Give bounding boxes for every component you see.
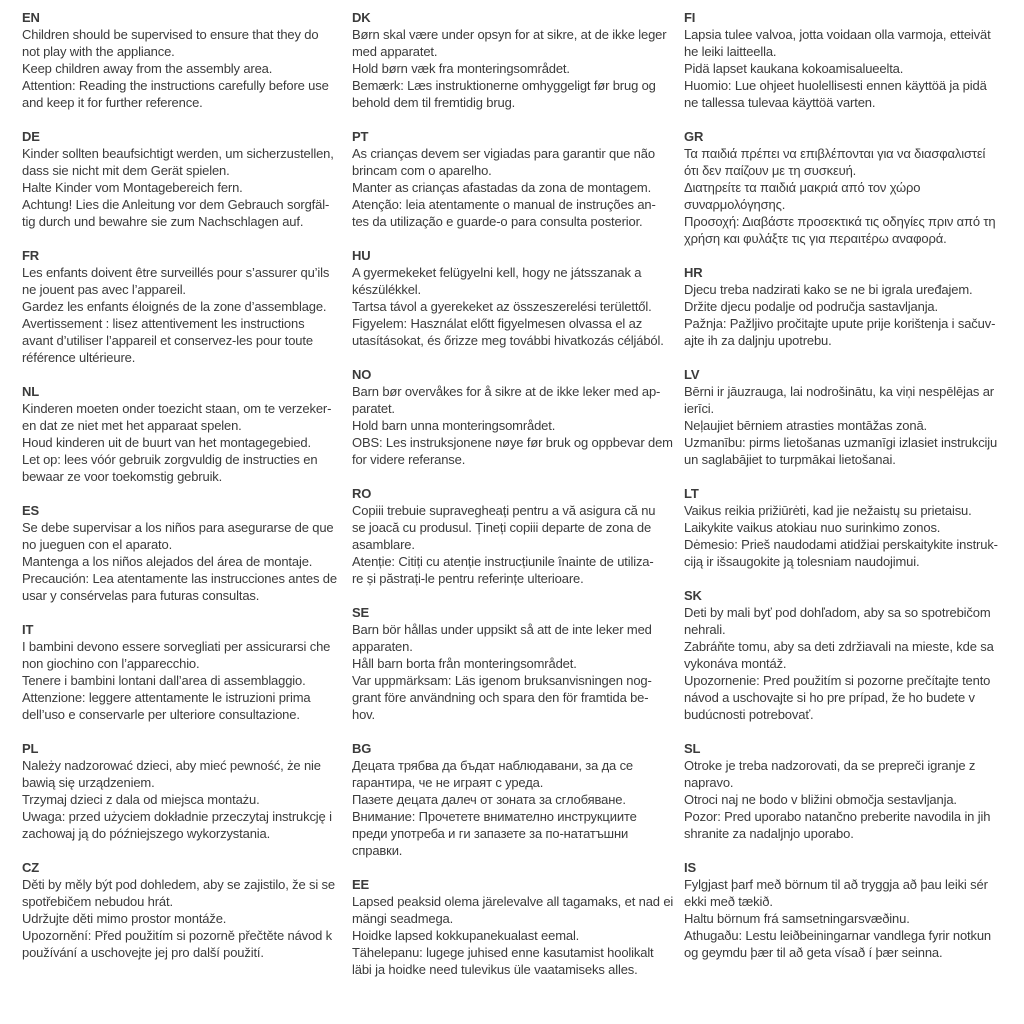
language-section-de	[22, 128, 352, 230]
instruction-line: Mantenga a los niños alejados del área de montaje.	[22, 554, 313, 569]
instruction-line: Manter as crianças afastadas da zona de montagem.	[352, 180, 652, 195]
instruction-line: Lapsed peaksid olema järelevalve all tagamaks, et nad ei	[352, 894, 674, 909]
language-code: IT	[22, 622, 34, 637]
instruction-line: re și păstrați-le pentru referințe ulterioare.	[352, 571, 584, 586]
language-section-es	[22, 502, 352, 604]
language-code: RO	[352, 486, 372, 501]
instruction-line: brincam com o aparelho.	[352, 163, 492, 178]
language-code: FI	[684, 10, 696, 25]
instruction-line: Hold barn unna monteringsområdet.	[352, 418, 556, 433]
language-section-it	[22, 621, 352, 723]
instruction-line: ότι δεν παίζουν με τη συσκευή.	[684, 163, 857, 178]
instruction-line: se joacă cu produsul. Țineți copiii departe de zona de	[352, 520, 652, 535]
instruction-line: συναρμολόγησης.	[684, 197, 786, 212]
instruction-line: Se debe supervisar a los niños para asegurarse de que	[22, 520, 334, 535]
instruction-line: Hold børn væk fra monteringsområdet.	[352, 61, 570, 76]
instruction-line: bewaar ze voor toekomstig gebruik.	[22, 469, 223, 484]
instruction-line: usar y consérvelas para futuras consultas.	[22, 588, 260, 603]
instruction-line: Keep children away from the assembly area.	[22, 61, 273, 76]
instruction-line: Trzymaj dzieci z dala od miejsca montażu.	[22, 792, 260, 807]
language-section-no	[352, 366, 684, 468]
instruction-line: гарантира, че не играят с уреда.	[352, 775, 544, 790]
instruction-line: spotřebičem nebudou hrát.	[22, 894, 173, 909]
instruction-line: Atenção: leia atentamente o manual de instruções an-	[352, 197, 656, 212]
instruction-line: Haltu börnum frá samsetningarsvæðinu.	[684, 911, 910, 926]
instruction-line: Τα παιδιά πρέπει να επιβλέπονται για να διασφαλιστεί	[684, 146, 986, 161]
instruction-line: for videre referanse.	[352, 452, 466, 467]
language-section-sl	[684, 740, 1004, 842]
language-section-lv	[684, 366, 1004, 468]
instruction-line: készülékkel.	[352, 282, 422, 297]
instruction-line: läbi ja hoidke need tulevikus üle vaatamiseks alles.	[352, 962, 638, 977]
language-section-sk	[684, 587, 1004, 723]
language-code: EN	[22, 10, 40, 25]
instruction-line: Należy nadzorować dzieci, aby mieć pewność, że nie	[22, 758, 321, 773]
instruction-line: Let op: lees vóór gebruik zorgvuldig de instructies en	[22, 452, 318, 467]
instruction-line: Attention: Reading the instructions carefully before use	[22, 78, 329, 93]
instruction-line: asamblare.	[352, 537, 415, 552]
instruction-line: Precaución: Lea atentamente las instrucciones antes de	[22, 571, 337, 586]
instruction-line: nehrali.	[684, 622, 726, 637]
instruction-line: ekki með tækið.	[684, 894, 773, 909]
language-section-pl	[22, 740, 352, 842]
language-code: ES	[22, 503, 40, 518]
instruction-line: Προσοχή: Διαβάστε προσεκτικά τις οδηγίες πριν από τη	[684, 214, 996, 229]
instruction-line: Pozor: Pred uporabo natančno preberite navodila in jih	[684, 809, 991, 824]
instruction-line: OBS: Les instruksjonene nøye før bruk og oppbevar dem	[352, 435, 673, 450]
language-code: LT	[684, 486, 699, 501]
instruction-line: Upozornění: Před použitím si pozorně přečtěte návod k	[22, 928, 333, 943]
instruction-line: Attenzione: leggere attentamente le istruzioni prima	[22, 690, 311, 705]
language-section-ee	[352, 876, 684, 978]
instruction-line: Bērni ir jāuzrauga, lai nodrošinātu, ka viņi nespēlējas ar	[684, 384, 994, 399]
language-code: PT	[352, 129, 369, 144]
instruction-line: og geymdu þær til að geta vísað í þær seinna.	[684, 945, 943, 960]
instruction-line: Børn skal være under opsyn for at sikre, at de ikke leger	[352, 27, 667, 42]
instruction-line: Children should be supervised to ensure that they do	[22, 27, 319, 42]
instruction-line: návod a uschovajte si ho pre prípad, že ho budete v	[684, 690, 975, 705]
instruction-line: Les enfants doivent être surveillés pour s’assurer qu’ils	[22, 265, 330, 280]
instruction-line: non giochino con l’apparecchio.	[22, 656, 200, 671]
instruction-line: Barn bör hållas under uppsikt så att de inte leker med	[352, 622, 652, 637]
instruction-line: Tartsa távol a gyerekeket az összeszerelési területtől.	[352, 299, 652, 314]
instruction-line: A gyermekeket felügyelni kell, hogy ne játsszanak a	[352, 265, 642, 280]
instruction-line: Zabráňte tomu, aby sa deti zdržiavali na mieste, kde sa	[684, 639, 994, 654]
instruction-line: Otroke je treba nadzorovati, da se prepreči igranje z	[684, 758, 976, 773]
column-2	[352, 9, 684, 995]
instruction-line: ajte ih za daljnju upotrebu.	[684, 333, 832, 348]
instruction-line: používání a uschovejte jej pro další použití.	[22, 945, 264, 960]
instruction-line: Kinder sollten beaufsichtigt werden, um sicherzustellen,	[22, 146, 334, 161]
instruction-line: Kinderen moeten onder toezicht staan, om te verzeker-	[22, 401, 332, 416]
instruction-line: Achtung! Lies die Anleitung vor dem Gebrauch sorgfäl-	[22, 197, 330, 212]
instruction-line: Copiii trebuie supravegheați pentru a vă asigura că nu	[352, 503, 656, 518]
language-code: DE	[22, 129, 40, 144]
instruction-line: Houd kinderen uit de buurt van het montagegebied.	[22, 435, 311, 450]
instruction-line: Uwaga: przed użyciem dokładnie przeczytaj instrukcję i	[22, 809, 332, 824]
instruction-line: zachowaj ją do późniejszego wykorzystania.	[22, 826, 271, 841]
instruction-line: behold dem til fremtidig brug.	[352, 95, 516, 110]
instruction-line: dell’uso e conservarle per ulteriore consultazione.	[22, 707, 300, 722]
instruction-line: ne tallessa tulevaa käyttöä varten.	[684, 95, 876, 110]
instruction-line: med apparatet.	[352, 44, 438, 59]
instruction-line: Děti by měly být pod dohledem, aby se zajistilo, že si se	[22, 877, 335, 892]
instruction-line: dass sie nicht mit dem Gerät spielen.	[22, 163, 230, 178]
instruction-line: Huomio: Lue ohjeet huolellisesti ennen käyttöä ja pidä	[684, 78, 987, 93]
instruction-line: Децата трябва да бъдат наблюдавани, за да се	[352, 758, 634, 773]
instruction-line: ne jouent pas avec l’appareil.	[22, 282, 186, 297]
instruction-line: Dėmesio: Prieš naudodami atidžiai perskaitykite instruk-	[684, 537, 998, 552]
instruction-line: and keep it for further reference.	[22, 95, 203, 110]
language-section-bg	[352, 740, 684, 859]
language-section-dk	[352, 9, 684, 111]
instruction-line: Držite djecu podalje od područja sastavljanja.	[684, 299, 938, 314]
language-code: PL	[22, 741, 39, 756]
instruction-line: référence ultérieure.	[22, 350, 136, 365]
instruction-line: tes da utilização e guarde-o para consulta posterior.	[352, 214, 643, 229]
instruction-line: Tähelepanu: lugege juhised enne kasutamist hoolikalt	[352, 945, 654, 960]
instruction-line: преди употреба и ги запазете за по-нататъшни	[352, 826, 629, 841]
instruction-line: avant d’utiliser l’appareil et conservez-les pour toute	[22, 333, 313, 348]
language-section-en	[22, 9, 352, 111]
instruction-line: utasításokat, és őrizze meg további hivatkozás céljából.	[352, 333, 664, 348]
instruction-line: not play with the appliance.	[22, 44, 175, 59]
instruction-line: Djecu treba nadzirati kako se ne bi igrala uređajem.	[684, 282, 973, 297]
language-code: SK	[684, 588, 702, 603]
instruction-line: Neļaujiet bērniem atrasties montāžas zonā.	[684, 418, 927, 433]
instruction-line: I bambini devono essere sorvegliati per assicurarsi che	[22, 639, 331, 654]
language-code: BG	[352, 741, 372, 756]
instruction-line: Внимание: Прочетете внимателно инструкциите	[352, 809, 637, 824]
instruction-line: Var uppmärksam: Läs igenom bruksanvisningen nog-	[352, 673, 652, 688]
instruction-line: Otroci naj ne bodo v bližini območja sestavljanja.	[684, 792, 957, 807]
instruction-line: Hoidke lapsed kokkupanekualast eemal.	[352, 928, 580, 943]
language-section-hu	[352, 247, 684, 349]
language-section-ro	[352, 485, 684, 587]
language-code: IS	[684, 860, 696, 875]
language-section-se	[352, 604, 684, 723]
language-section-lt	[684, 485, 1004, 570]
instruction-sheet	[22, 9, 1004, 995]
instruction-line: справки.	[352, 843, 403, 858]
instruction-line: mängi seadmega.	[352, 911, 454, 926]
instruction-line: ierīci.	[684, 401, 715, 416]
instruction-line: Avertissement : lisez attentivement les instructions	[22, 316, 305, 331]
language-section-is	[684, 859, 1004, 961]
language-code: SE	[352, 605, 370, 620]
language-code: NL	[22, 384, 40, 399]
language-code: NO	[352, 367, 372, 382]
instruction-line: Fylgjast þarf með börnum til að tryggja að þau leiki sér	[684, 877, 988, 892]
language-code: DK	[352, 10, 371, 25]
instruction-line: paratet.	[352, 401, 395, 416]
language-section-fr	[22, 247, 352, 366]
language-section-nl	[22, 383, 352, 485]
instruction-line: Пазете децата далеч от зоната за сглобяване.	[352, 792, 626, 807]
instruction-line: Atenție: Citiți cu atenție instrucțiunile înainte de utiliza-	[352, 554, 654, 569]
instruction-line: Διατηρείτε τα παιδιά μακριά από τον χώρο	[684, 180, 921, 195]
instruction-line: grant före användning och spara den för framtida be-	[352, 690, 649, 705]
instruction-line: Figyelem: Használat előtt figyelmesen olvassa el az	[352, 316, 643, 331]
instruction-line: Upozornenie: Pred použitím si pozorne prečítajte tento	[684, 673, 991, 688]
column-3	[684, 9, 1004, 995]
instruction-line: un saglabājiet to turpmākai lietošanai.	[684, 452, 896, 467]
instruction-line: Uzmanību: pirms lietošanas uzmanīgi izlasiet instrukciju	[684, 435, 998, 450]
instruction-line: vykonáva montáž.	[684, 656, 787, 671]
instruction-line: tig durch und bewahre sie zum Nachschlagen auf.	[22, 214, 304, 229]
language-code: HU	[352, 248, 371, 263]
language-section-pt	[352, 128, 684, 230]
language-code: GR	[684, 129, 704, 144]
instruction-line: hov.	[352, 707, 376, 722]
instruction-line: bawią się urządzeniem.	[22, 775, 155, 790]
language-code: SL	[684, 741, 701, 756]
language-section-fi	[684, 9, 1004, 111]
instruction-line: Håll barn borta från monteringsområdet.	[352, 656, 577, 671]
column-1	[22, 9, 352, 995]
instruction-line: Gardez les enfants éloignés de la zone d’assemblage.	[22, 299, 327, 314]
language-code: EE	[352, 877, 370, 892]
instruction-line: Laikykite vaikus atokiau nuo surinkimo zonos.	[684, 520, 941, 535]
instruction-line: χρήση και φυλάξτε τις για περαιτέρω αναφορά.	[684, 231, 947, 246]
language-section-cz	[22, 859, 352, 961]
language-code: HR	[684, 265, 703, 280]
instruction-line: budúcnosti potrebovať.	[684, 707, 814, 722]
instruction-line: As crianças devem ser vigiadas para garantir que não	[352, 146, 655, 161]
instruction-line: Pažnja: Pažljivo pročitajte upute prije korištenja i sačuv-	[684, 316, 996, 331]
instruction-line: shranite za nadaljnjo uporabo.	[684, 826, 854, 841]
instruction-line: apparaten.	[352, 639, 413, 654]
instruction-line: Barn bør overvåkes for å sikre at de ikke leker med ap-	[352, 384, 661, 399]
instruction-line: napravo.	[684, 775, 734, 790]
instruction-line: Athugaðu: Lestu leiðbeiningarnar vandlega fyrir notkun	[684, 928, 992, 943]
language-section-gr	[684, 128, 1004, 247]
instruction-line: he leiki laitteella.	[684, 44, 777, 59]
instruction-line: Halte Kinder vom Montagebereich fern.	[22, 180, 243, 195]
instruction-line: ciją ir išsaugokite ją tolesniam naudojimui.	[684, 554, 920, 569]
instruction-line: Tenere i bambini lontani dall’area di assemblaggio.	[22, 673, 306, 688]
language-code: FR	[22, 248, 40, 263]
instruction-line: Bemærk: Læs instruktionerne omhyggeligt før brug og	[352, 78, 656, 93]
instruction-line: Deti by mali byť pod dohľadom, aby sa so spotrebičom	[684, 605, 991, 620]
instruction-line: Udržujte děti mimo prostor montáže.	[22, 911, 227, 926]
instruction-line: Vaikus reikia prižiūrėti, kad jie nežaistų su prietaisu.	[684, 503, 972, 518]
instruction-line: en dat ze niet met het apparaat spelen.	[22, 418, 242, 433]
instruction-line: no jueguen con el aparato.	[22, 537, 173, 552]
language-section-hr	[684, 264, 1004, 349]
instruction-line: Lapsia tulee valvoa, jotta voidaan olla varmoja, etteivät	[684, 27, 991, 42]
instruction-line: Pidä lapset kaukana kokoamisalueelta.	[684, 61, 904, 76]
language-code: CZ	[22, 860, 40, 875]
language-code: LV	[684, 367, 700, 382]
